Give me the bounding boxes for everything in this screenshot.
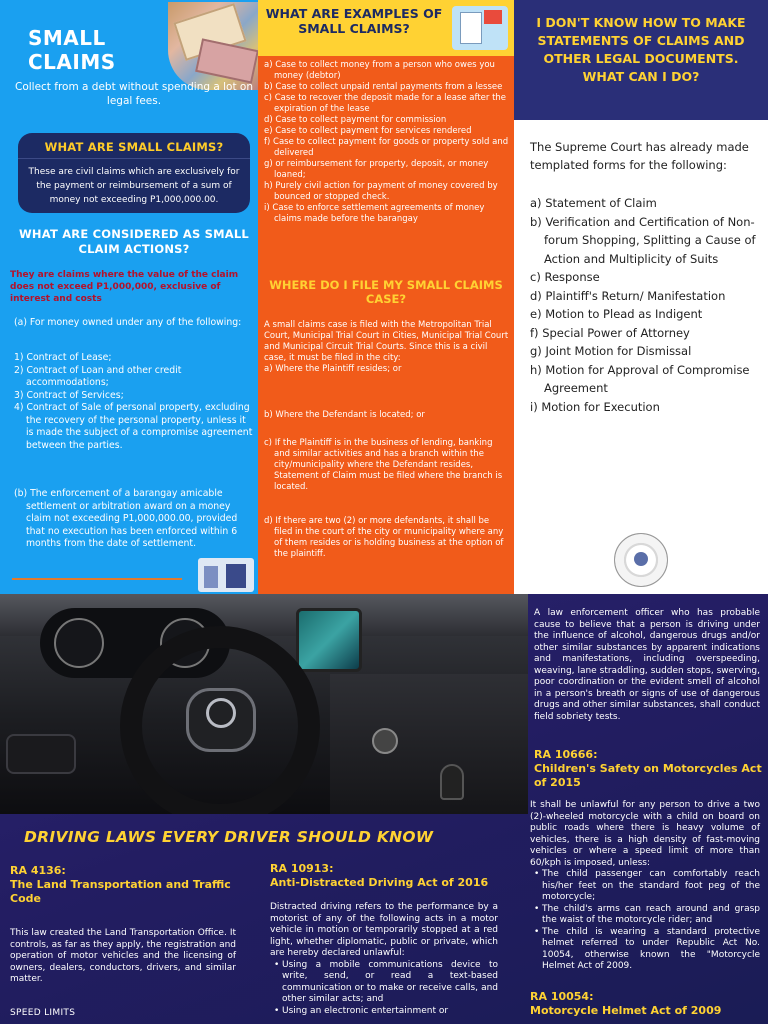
ra10666-body: It shall be unlawful for any person to drive a two (2)-wheeled motorcycle with a child on board on public roads where there is heavy volume of vehicles, there is a high density of fast-moving vehicles or where a speed limit of more than 60/kph is imposed, unless: • The child passenger can comfortably reach his/her feet on the standard foot peg of the motorcycle; • The child's arms can reach around and grasp the waist of the motorcycle rider; and • The child is wearing a standard protective helmet referred to under Republic Act No. 10054, otherwise known the "Motorcycle Helmet Act of 2009.: [530, 800, 760, 973]
list-item: d) Case to collect payment for commission: [264, 115, 447, 125]
list-item: c) Response: [530, 270, 600, 284]
examples-heading: WHAT ARE EXAMPLES OF SMALL CLAIMS?: [265, 6, 443, 36]
list-item: 1) Contract of Lease;: [14, 352, 112, 363]
forms-heading: I DON'T KNOW HOW TO MAKE STATEMENTS OF CLAIMS AND OTHER LEGAL DOCUMENTS. WHAT CAN I DO?: [536, 15, 746, 84]
list-item: g) Joint Motion for Dismissal: [530, 344, 692, 358]
list-item: f) Special Power of Attorney: [530, 325, 690, 340]
speed-limits-label: SPEED LIMITS: [10, 1008, 76, 1018]
volume-knob: [372, 728, 398, 754]
small-claims-subtitle: Collect from a debt without spending a lot on legal fees.: [14, 81, 253, 107]
list-item: • Using an electronic entertainment or: [270, 1006, 498, 1018]
car-interior-photo: [0, 594, 528, 814]
list-item: a) Statement of Claim: [530, 196, 657, 210]
list-item: 2) Contract of Loan and other credit accommodations;: [14, 364, 182, 388]
list-item: 3) Contract of Services;: [14, 389, 124, 401]
supreme-court-seal-icon: [614, 533, 668, 587]
where-file-b: b) Where the Defendant is located; or: [264, 410, 425, 420]
list-item: b) Case to collect unpaid rental payments from a lessee: [264, 82, 503, 92]
infotainment-screen: [296, 608, 362, 672]
center-console: [330, 674, 528, 814]
divider: [12, 578, 182, 580]
gear-shifter: [440, 764, 464, 800]
contracts-list: [14, 352, 254, 452]
list-item: 4) Contract of Sale of personal property, excluding the recovery of the personal property, unless it is made the subject of a compromise agreement between the parties.: [14, 402, 253, 451]
small-claims-panel: [0, 0, 258, 594]
air-vent: [6, 734, 76, 774]
ra10913-body: Distracted driving refers to the performance by a motorist of any of the following acts in a motor vehicle in motion or temporarily stopped at a red light, whether diplomatic, public or private, which are hereby declared unlawful: • Using a mobile communications device to write, send, or read a text-based communication or to make or receive calls, and other similar acts; and • Using an electronic entertainment or: [270, 902, 498, 1017]
ra4136-heading: RA 4136: The Land Transportation and Traffic Code: [10, 864, 231, 905]
list-item: • The child's arms can reach around and grasp the waist of the motorcycle rider; and: [530, 904, 760, 927]
list-item: d) Plaintiff's Return/ Manifestation: [530, 288, 726, 303]
list-item: c) Case to recover the deposit made for a lease after the expiration of the lease: [264, 93, 507, 114]
list-item: e) Motion to Plead as Indigent: [530, 307, 703, 321]
forms-list: [530, 194, 764, 416]
forms-header: [514, 0, 768, 120]
examples-panel: [258, 0, 514, 594]
list-item: h) Purely civil action for payment of money covered by bounced or stopped check.: [264, 181, 498, 202]
ra10666-list: [530, 869, 760, 973]
what-are-small-claims-box: [18, 133, 250, 213]
examples-header: [258, 0, 514, 56]
document-illustration: [452, 6, 508, 50]
what-are-small-claims-heading: WHAT ARE SMALL CLAIMS?: [44, 140, 224, 154]
list-item: g) or reimbursement for property, deposit, or money loaned;: [264, 159, 489, 180]
list-item: b) Verification and Certification of Non-forum Shopping, Splitting a Cause of Action and Multiplicity of Suits: [530, 214, 756, 266]
list-item: • Using a mobile communications device to write, send, or read a text-based communication or to make or receive calls, and other similar acts; and: [270, 960, 498, 1006]
ra10913-list: [270, 960, 498, 1018]
where-file-c: c) If the Plaintiff is in the business of lending, banking and similar activities and has a branch within the city/municipality where the Defendant resides, Statement of Claim must be filed where the branch is located.: [264, 438, 503, 492]
examples-list: [264, 60, 510, 225]
gauge-icon: [54, 618, 104, 668]
driving-laws-title: DRIVING LAWS EVERY DRIVER SHOULD KNOW: [24, 828, 434, 846]
what-are-small-claims-body: These are civil claims which are exclusively for the payment or reimbursement of a sum of money not exceeding P1,000,000.00.: [28, 167, 240, 205]
small-claims-title: SMALL CLAIMS: [28, 26, 116, 74]
forms-intro: The Supreme Court has already made templated forms for the following:: [530, 140, 749, 172]
list-item: e) Case to collect payment for services rendered: [264, 126, 472, 136]
list-item: i) Case to enforce settlement agreements of money claims made before the barangay: [264, 203, 485, 224]
divider: [18, 158, 250, 159]
considered-red-text: They are claims where the value of the claim does not exceed P1,000,000, exclusive of interest and costs: [10, 270, 239, 304]
car-logo-icon: [206, 698, 236, 728]
item-b: (b) The enforcement of a barangay amicable settlement or arbitration award on a money claim not exceeding P1,000,000.00, provided that no execution has been enforced within 6 months from the date of settlement.: [14, 488, 238, 549]
list-item: • The child passenger can comfortably reach his/her feet on the standard foot peg of the motorcycle;: [530, 869, 760, 904]
considered-heading: WHAT ARE CONSIDERED AS SMALL CLAIM ACTIONS?: [19, 227, 249, 256]
court-illustration: [198, 558, 254, 592]
list-item: f) Case to collect payment for goods or property sold and delivered: [264, 137, 509, 158]
ra10666-heading: RA 10666: Children's Safety on Motorcycles Act of 2015: [534, 748, 762, 789]
item-a: (a) For money owned under any of the following:: [14, 317, 242, 328]
where-file-body: A small claims case is filed with the Metropolitan Trial Court, Municipal Trial Court in Cities, Municipal Trial Court and Municipal Circuit Trial Courts. Since this is a civil case, it must be filed in the city: a) Where the Plaintiff resides; or: [264, 320, 509, 374]
where-file-heading: WHERE DO I FILE MY SMALL CLAIMS CASE?: [269, 278, 503, 306]
list-item: a) Case to collect money from a person who owes you money (debtor): [264, 60, 495, 81]
list-item: i) Motion for Execution: [530, 399, 660, 414]
driving-laws-section: [0, 594, 768, 1024]
ra4136-body: This law created the Land Transportation Office. It controls, as far as they apply, the registration and operation of motor vehicles and the licensing of owners, dealers, conductors, drivers, and similar matter.: [10, 928, 236, 984]
ra10054-heading: RA 10054: Motorcycle Helmet Act of 2009: [530, 990, 722, 1017]
forms-panel: [514, 0, 768, 594]
where-file-d: d) If there are two (2) or more defendants, it shall be filed in the court of the city or municipality where any of them resides or is holding business at the option of the plaintiff.: [264, 516, 504, 559]
list-item: • The child is wearing a standard protective helmet referred to under Republic Act No. 10054, otherwise known the "Motorcycle Helmet Act of 2009.: [530, 927, 760, 973]
ra10913-heading: RA 10913: Anti-Distracted Driving Act of 2016: [270, 862, 489, 889]
list-item: h) Motion for Approval of Compromise Agreement: [530, 362, 750, 395]
dui-body: A law enforcement officer who has probable cause to believe that a person is driving under the influence of alcohol, dangerous drugs and/or other similar substances by apparent indications and manifestations, including overspeeding, weaving, lane straddling, sudden stops, swerving, poor coordination or the evident smell of alcohol in a person's breath or signs of use of dangerous drugs and other similar substances, shall conduct field sobriety tests.: [534, 608, 760, 722]
money-illustration: [168, 2, 258, 90]
